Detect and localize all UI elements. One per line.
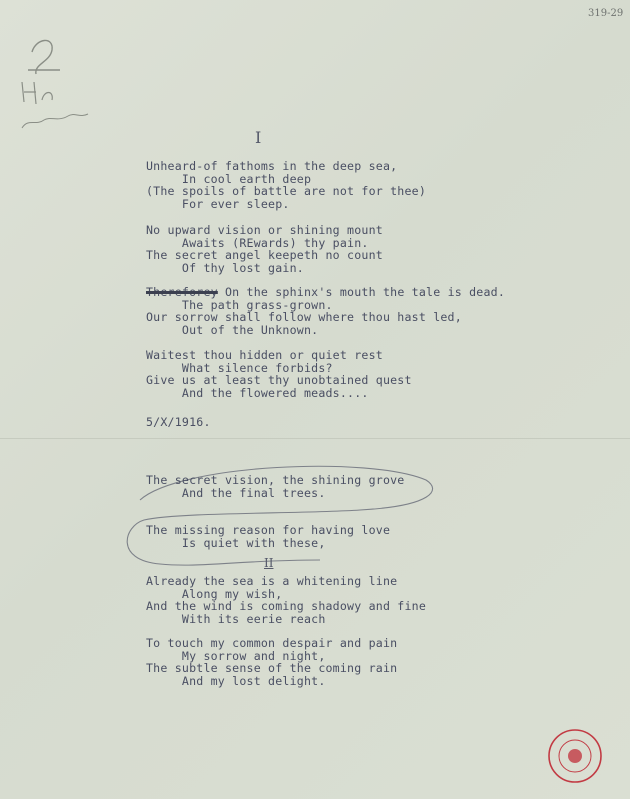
stanza-5: The secret vision, the shining grove And the final trees. [146,473,405,500]
library-stamp [545,726,605,786]
stanza-1: Unheard-of fathoms in the deep sea, In cool earth deep (The spoils of battle are not for thee) For ever sleep. [146,159,427,211]
stanza-2: No upward vision or shining mount Awaits (REwards) thy pain. The secret angel keepeth no count Of thy lost gain. [146,223,383,275]
stanza-8: To touch my common despair and pain My sorrow and night, The subtle sense of the coming rain And my lost delight. [146,636,398,688]
stanza-3: Thereforey On the sphinx's mouth the tale is dead. The path grass-grown. Our sorrow shall follow where thou hast led, Out of the Unknown. [146,285,506,337]
struck-word: Thereforey [146,285,218,299]
section-heading-2: II [264,556,274,570]
stanza-7: Already the sea is a whitening line Along my wish, And the wind is coming shadowy and fine With its eerie reach [146,574,427,626]
fold-line [0,438,630,439]
pencil-scribble [14,30,94,150]
date-line: 5/X/1916. [146,415,211,429]
corner-number: 319-29 [588,8,624,19]
section-heading-1: I [255,128,262,147]
stanza-4: Waitest thou hidden or quiet rest What silence forbids? Give us at least thy unobtained quest And the flowered meads.... [146,348,412,400]
stanza-6: The missing reason for having love Is quiet with these, [146,523,391,550]
